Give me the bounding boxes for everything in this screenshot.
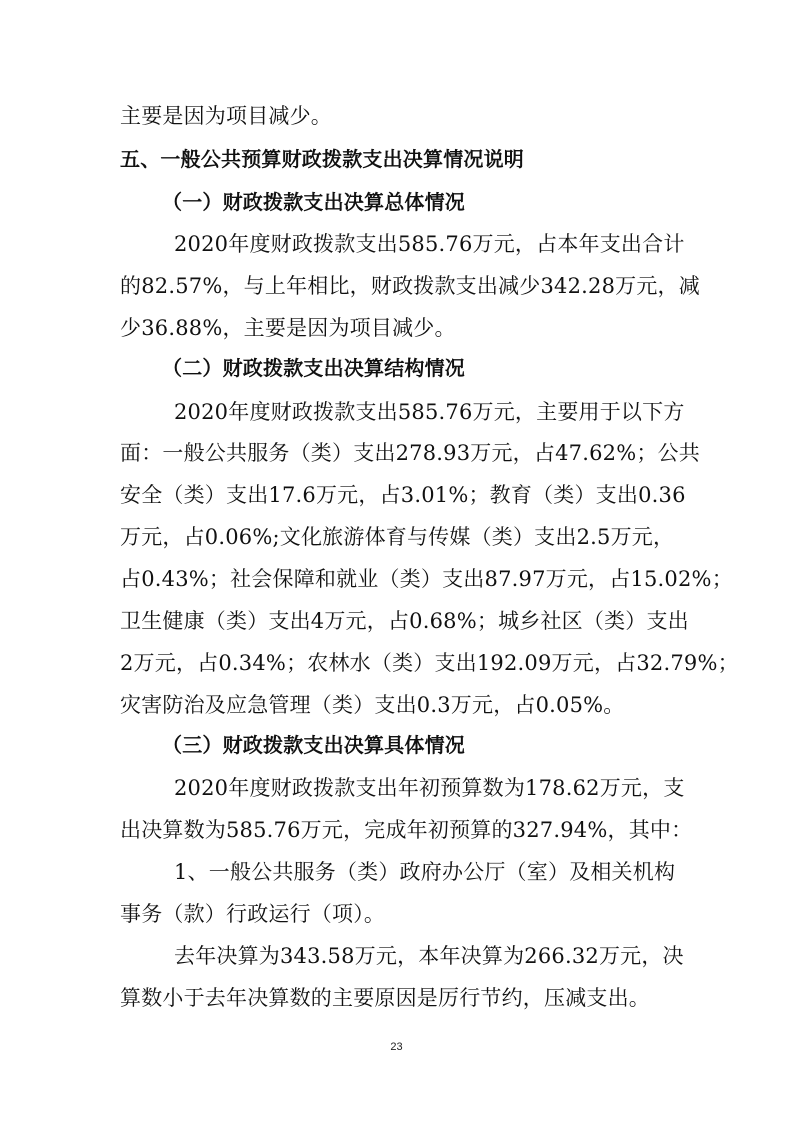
paragraph-line: 安全（类）支出17.6万元，占3.01%；教育（类）支出0.36 [120, 483, 686, 507]
page-number: 23 [390, 1041, 403, 1053]
paragraph-line: 面：一般公共服务（类）支出278.93万元，占47.62%；公共 [120, 441, 700, 465]
subsection-heading-3: （三）财政拨款支出决算具体情况 [162, 733, 465, 757]
paragraph-line: 万元，占0.06%;文化旅游体育与传媒（类）支出2.5万元， [120, 525, 675, 549]
subsection-heading-2: （二）财政拨款支出决算结构情况 [162, 356, 465, 380]
paragraph-line: 1、一般公共服务（类）政府办公厅（室）及相关机构 [174, 860, 676, 884]
section-heading: 五、一般公共预算财政拨款支出决算情况说明 [120, 147, 524, 171]
paragraph-line: 2020年度财政拨款支出585.76万元，占本年支出合计 [174, 232, 685, 256]
paragraph-line: 算数小于去年决算数的主要原因是厉行节约，压减支出。 [120, 986, 650, 1010]
paragraph-line: 灾害防治及应急管理（类）支出0.3万元，占0.05%。 [120, 693, 625, 717]
paragraph-line: 出决算数为585.76万元，完成年初预算的327.94%，其中： [120, 818, 693, 842]
subsection-heading-1: （一）财政拨款支出决算总体情况 [162, 190, 465, 214]
paragraph-line: 事务（款）行政运行（项）。 [120, 902, 386, 926]
paragraph-line: 的82.57%，与上年相比，财政拨款支出减少342.28万元，减 [120, 274, 700, 298]
paragraph-line: 2万元，占0.34%；农林水（类）支出192.09万元，占32.79%； [120, 651, 739, 675]
paragraph-line: 去年决算为343.58万元，本年决算为266.32万元，决 [174, 944, 684, 968]
paragraph-line: 2020年度财政拨款支出585.76万元，主要用于以下方 [174, 400, 685, 424]
paragraph-line: 少36.88%，主要是因为项目减少。 [120, 316, 456, 340]
paragraph-line: 卫生健康（类）支出4万元，占0.68%；城乡社区（类）支出 [120, 609, 689, 633]
paragraph-line: 2020年度财政拨款支出年初预算数为178.62万元，支 [174, 776, 685, 800]
paragraph-line: 占0.43%；社会保障和就业（类）支出87.97万元，占15.02%； [120, 567, 733, 591]
carryover-line: 主要是因为项目减少。 [120, 104, 332, 128]
